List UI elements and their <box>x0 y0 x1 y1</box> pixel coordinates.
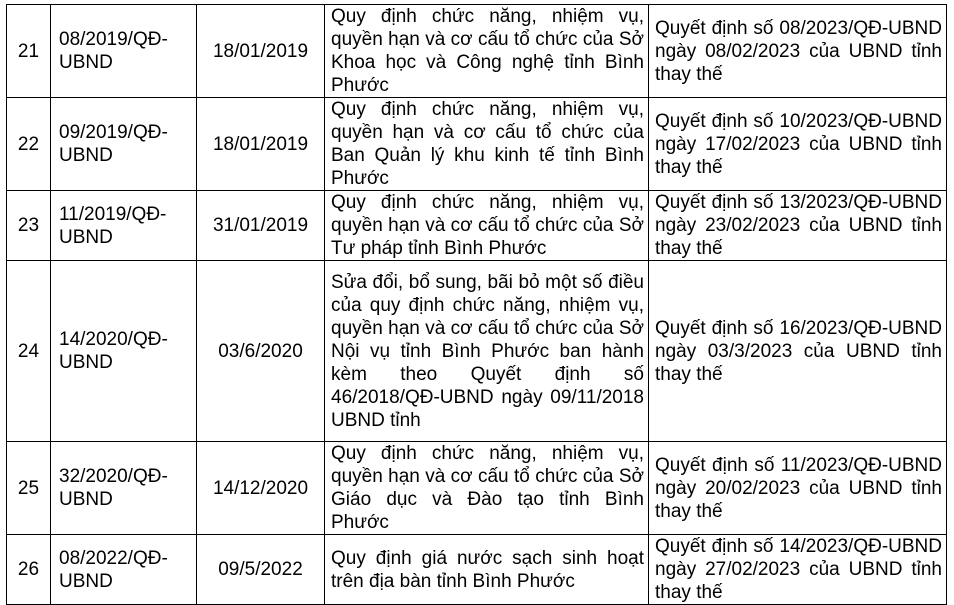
table-row <box>7 535 947 605</box>
row-number: 24 <box>7 261 51 442</box>
document-content: Quy định giá nước sạch sinh hoạt trên địa bàn tỉnh Bình Phước <box>325 535 649 605</box>
row-number: 26 <box>7 535 51 605</box>
document-content: Sửa đổi, bổ sung, bãi bỏ một số điều của quy định chức năng, nhiệm vụ, quyền hạn và cơ cấu tổ chức của Sở Nội vụ tỉnh Bình Phước ban hành kèm theo Quyết định số 46/2018/QĐ-UBND ngày 09/11/2018 UBND tỉnh <box>325 261 649 442</box>
decision-number: 08/2022/QĐ-UBND <box>51 535 197 605</box>
table-row <box>7 98 947 191</box>
document-content: Quy định chức năng, nhiệm vụ, quyền hạn và cơ cấu tổ chức của Sở Tư pháp tỉnh Bình Phước <box>325 191 649 261</box>
decision-number: 14/2020/QĐ-UBND <box>51 261 197 442</box>
issue-date: 18/01/2019 <box>197 98 325 191</box>
document-table <box>6 4 947 605</box>
table-row <box>7 5 947 98</box>
issue-date: 18/01/2019 <box>197 5 325 98</box>
decision-number: 08/2019/QĐ-UBND <box>51 5 197 98</box>
replacement-decision: Quyết định số 13/2023/QĐ-UBND ngày 23/02/2023 của UBND tỉnh thay thế <box>649 191 947 261</box>
document-content: Quy định chức năng, nhiệm vụ, quyền hạn và cơ cấu tổ chức của Sở Giáo dục và Đào tạo tỉnh Bình Phước <box>325 442 649 535</box>
issue-date: 31/01/2019 <box>197 191 325 261</box>
row-number: 23 <box>7 191 51 261</box>
replacement-decision: Quyết định số 11/2023/QĐ-UBND ngày 20/02/2023 của UBND tỉnh thay thế <box>649 442 947 535</box>
row-number: 22 <box>7 98 51 191</box>
replacement-decision: Quyết định số 14/2023/QĐ-UBND ngày 27/02/2023 của UBND tỉnh thay thế <box>649 535 947 605</box>
issue-date: 09/5/2022 <box>197 535 325 605</box>
decision-number: 32/2020/QĐ-UBND <box>51 442 197 535</box>
table-row <box>7 191 947 261</box>
document-content: Quy định chức năng, nhiệm vụ, quyền hạn và cơ cấu tổ chức của Sở Khoa học và Công nghệ tỉnh Bình Phước <box>325 5 649 98</box>
table-row <box>7 261 947 442</box>
issue-date: 14/12/2020 <box>197 442 325 535</box>
replacement-decision: Quyết định số 16/2023/QĐ-UBND ngày 03/3/2023 của UBND tỉnh thay thế <box>649 261 947 442</box>
document-content: Quy định chức năng, nhiệm vụ, quyền hạn và cơ cấu tổ chức của Ban Quản lý khu kinh tế tỉnh Bình Phước <box>325 98 649 191</box>
issue-date: 03/6/2020 <box>197 261 325 442</box>
replacement-decision: Quyết định số 10/2023/QĐ-UBND ngày 17/02/2023 của UBND tỉnh thay thế <box>649 98 947 191</box>
row-number: 25 <box>7 442 51 535</box>
decision-number: 11/2019/QĐ-UBND <box>51 191 197 261</box>
decision-number: 09/2019/QĐ-UBND <box>51 98 197 191</box>
table-row <box>7 442 947 535</box>
row-number: 21 <box>7 5 51 98</box>
replacement-decision: Quyết định số 08/2023/QĐ-UBND ngày 08/02/2023 của UBND tỉnh thay thế <box>649 5 947 98</box>
